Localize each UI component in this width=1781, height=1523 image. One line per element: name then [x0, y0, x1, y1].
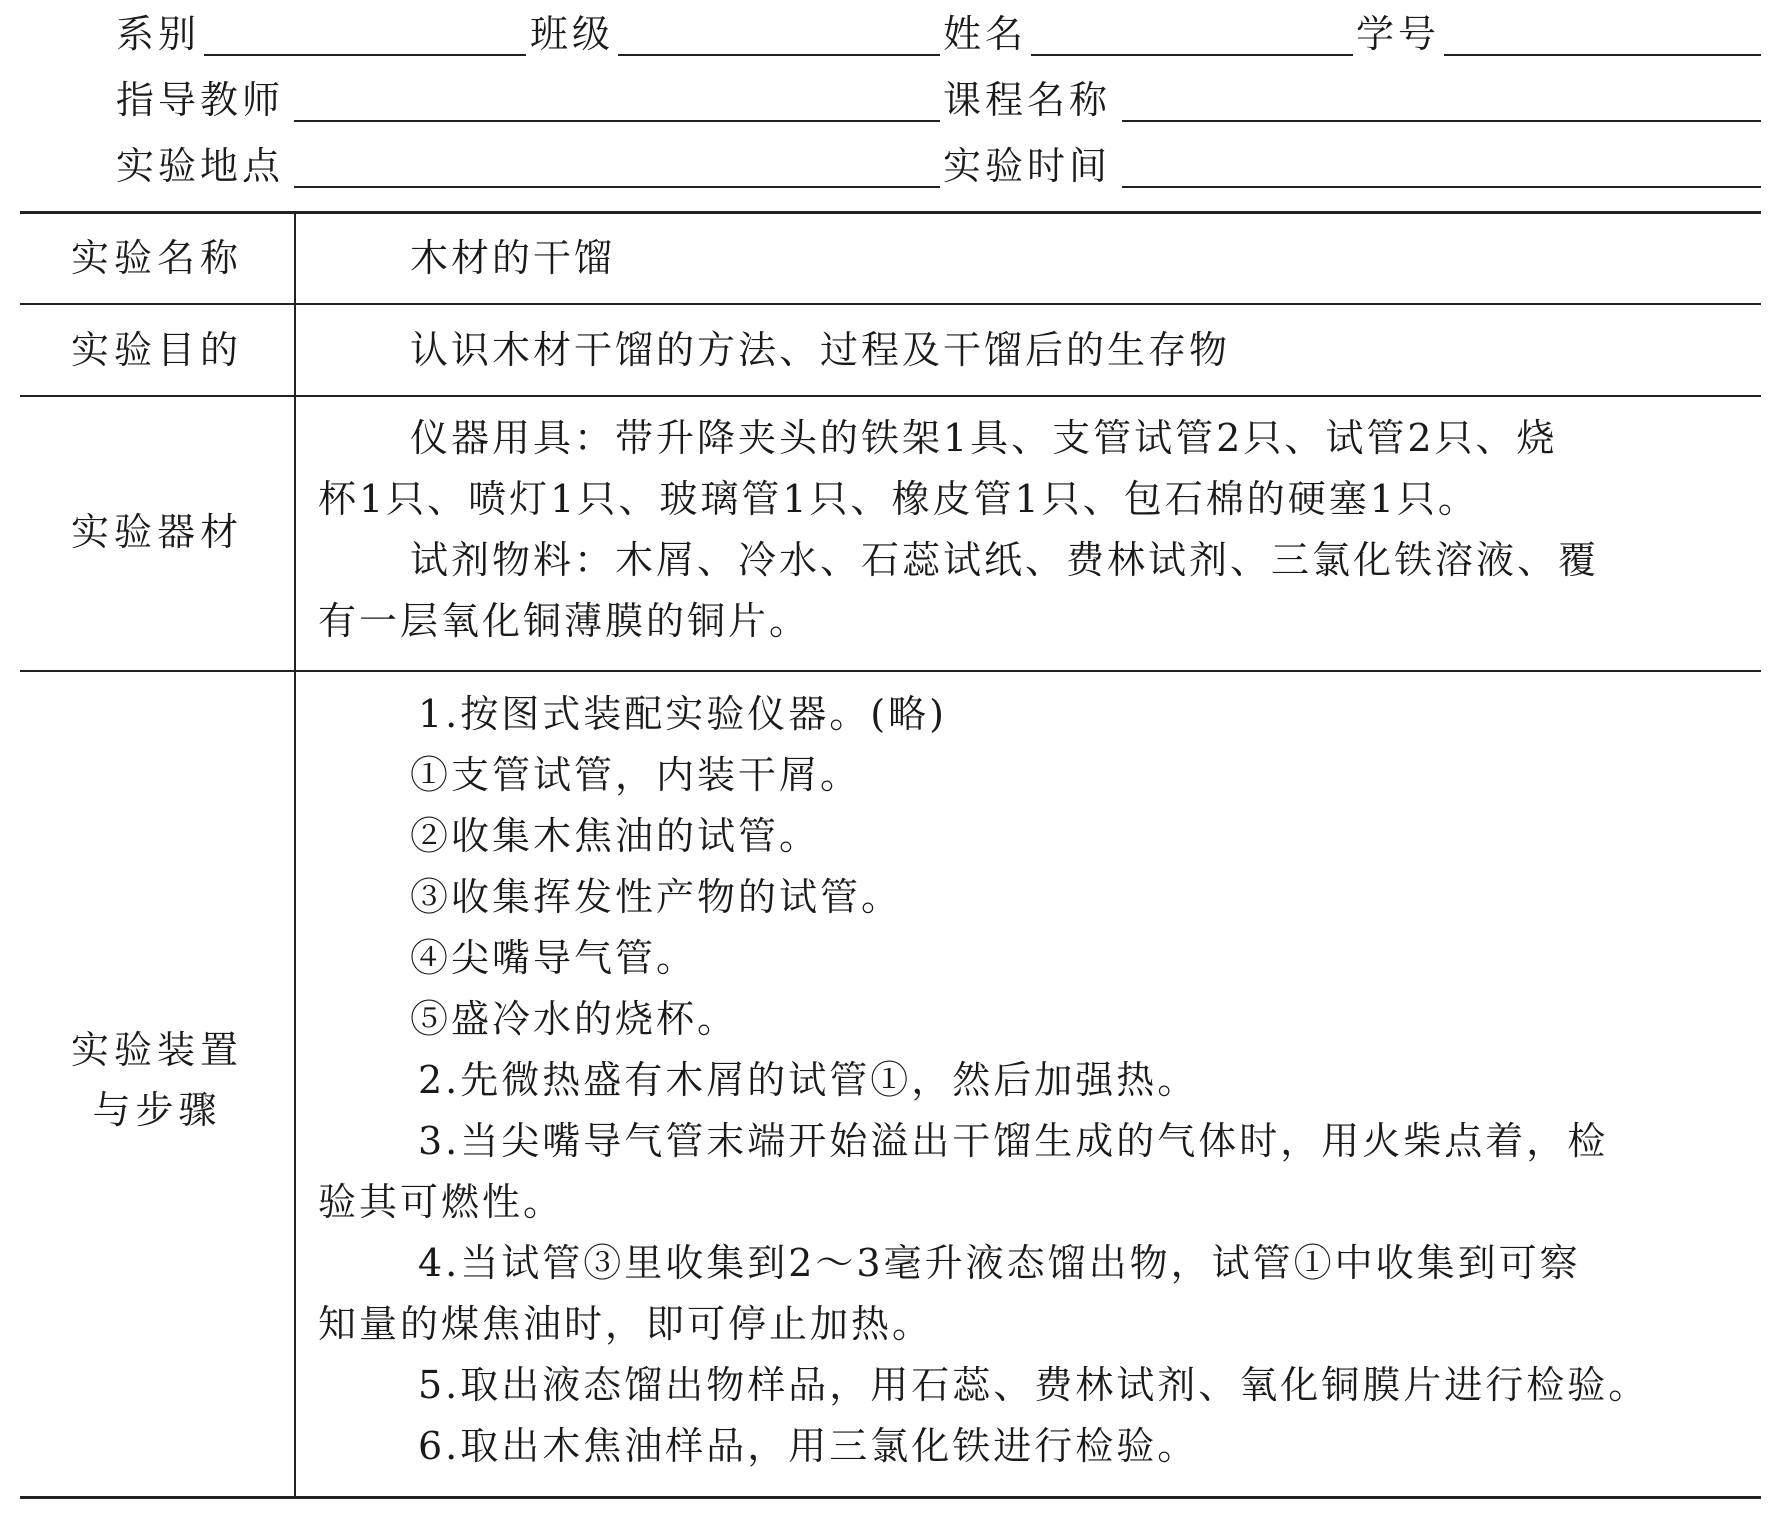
procedure-step-continued: 验其可燃性。 — [318, 1180, 565, 1224]
procedure-step: 6.取出木焦油样品，用三氯化铁进行检验。 — [418, 1424, 1199, 1468]
class-label: 班级 — [530, 12, 615, 56]
department-label: 系别 — [116, 12, 201, 56]
location-label: 实验地点 — [116, 144, 285, 188]
equipment-line: 杯1只、喷灯1只、玻璃管1只、橡皮管1只、包石棉的硬塞1只。 — [318, 477, 1479, 521]
equipment-line: 仪器用具：带升降夹头的铁架1具、支管试管2只、试管2只、烧 — [410, 416, 1558, 460]
experiment-name-value — [318, 228, 1738, 289]
procedure-step: 3.当尖嘴导气管末端开始溢出干馏生成的气体时，用火柴点着，检 — [418, 1119, 1609, 1163]
header-row-3 — [0, 140, 1781, 192]
equipment-line: 有一层氧化铜薄膜的铜片。 — [318, 599, 811, 643]
experiment-name-label: 实验名称 — [70, 236, 243, 280]
procedure-content — [318, 684, 1738, 1477]
procedure-step: 4.当试管③里收集到2～3毫升液态馏出物，试管①中收集到可察 — [418, 1241, 1581, 1285]
procedure-step: 2.先微热盛有木屑的试管①，然后加强热。 — [418, 1058, 1199, 1102]
department-field[interactable] — [204, 54, 526, 56]
procedure-substep: ②收集木焦油的试管。 — [410, 814, 821, 858]
procedure-substep: ④尖嘴导气管。 — [410, 936, 698, 980]
procedure-substep: ⑤盛冷水的烧杯。 — [410, 997, 739, 1041]
course-label: 课程名称 — [943, 78, 1112, 122]
equipment-label: 实验器材 — [70, 510, 243, 554]
time-label: 实验时间 — [943, 144, 1112, 188]
row-divider-2 — [20, 395, 1761, 397]
name-label: 姓名 — [943, 12, 1028, 56]
advisor-field[interactable] — [294, 120, 940, 122]
equipment-content — [318, 408, 1738, 652]
row-divider-3 — [20, 670, 1761, 672]
experiment-purpose-text: 认识木材干馏的方法、过程及干馏后的生存物 — [410, 328, 1231, 372]
column-divider — [294, 211, 296, 1496]
student-id-field[interactable] — [1444, 54, 1761, 56]
row-divider-1 — [20, 303, 1761, 305]
class-field[interactable] — [618, 54, 940, 56]
form-header — [0, 0, 1781, 200]
experiment-purpose-value — [318, 320, 1738, 381]
procedure-substep: ①支管试管，内装干屑。 — [410, 753, 862, 797]
procedure-step-continued: 知量的煤焦油时，即可停止加热。 — [318, 1302, 934, 1346]
location-field[interactable] — [294, 186, 940, 188]
equipment-line: 试剂物料：木屑、冷水、石蕊试纸、费林试剂、三氯化铁溶液、覆 — [410, 538, 1600, 582]
header-row-2 — [0, 74, 1781, 126]
time-field[interactable] — [1122, 186, 1761, 188]
procedure-step: 5.取出液态馏出物样品，用石蕊、费林试剂、氧化铜膜片进行检验。 — [418, 1363, 1650, 1407]
procedure-step: 1.按图式装配实验仪器。(略) — [418, 692, 947, 736]
experiment-name-text: 木材的干馏 — [410, 236, 616, 280]
procedure-label-line-2: 与步骤 — [92, 1088, 222, 1132]
procedure-label-line-1: 实验装置 — [70, 1028, 243, 1072]
procedure-substep: ③收集挥发性产物的试管。 — [410, 875, 903, 919]
experiment-purpose-label: 实验目的 — [70, 328, 243, 372]
student-id-label: 学号 — [1356, 12, 1441, 56]
name-field[interactable] — [1031, 54, 1353, 56]
advisor-label: 指导教师 — [116, 78, 285, 122]
table-top-rule — [20, 211, 1761, 214]
course-field[interactable] — [1122, 120, 1761, 122]
table-bottom-rule — [20, 1496, 1761, 1499]
procedure-label — [20, 1020, 294, 1140]
header-row-1 — [0, 8, 1781, 60]
